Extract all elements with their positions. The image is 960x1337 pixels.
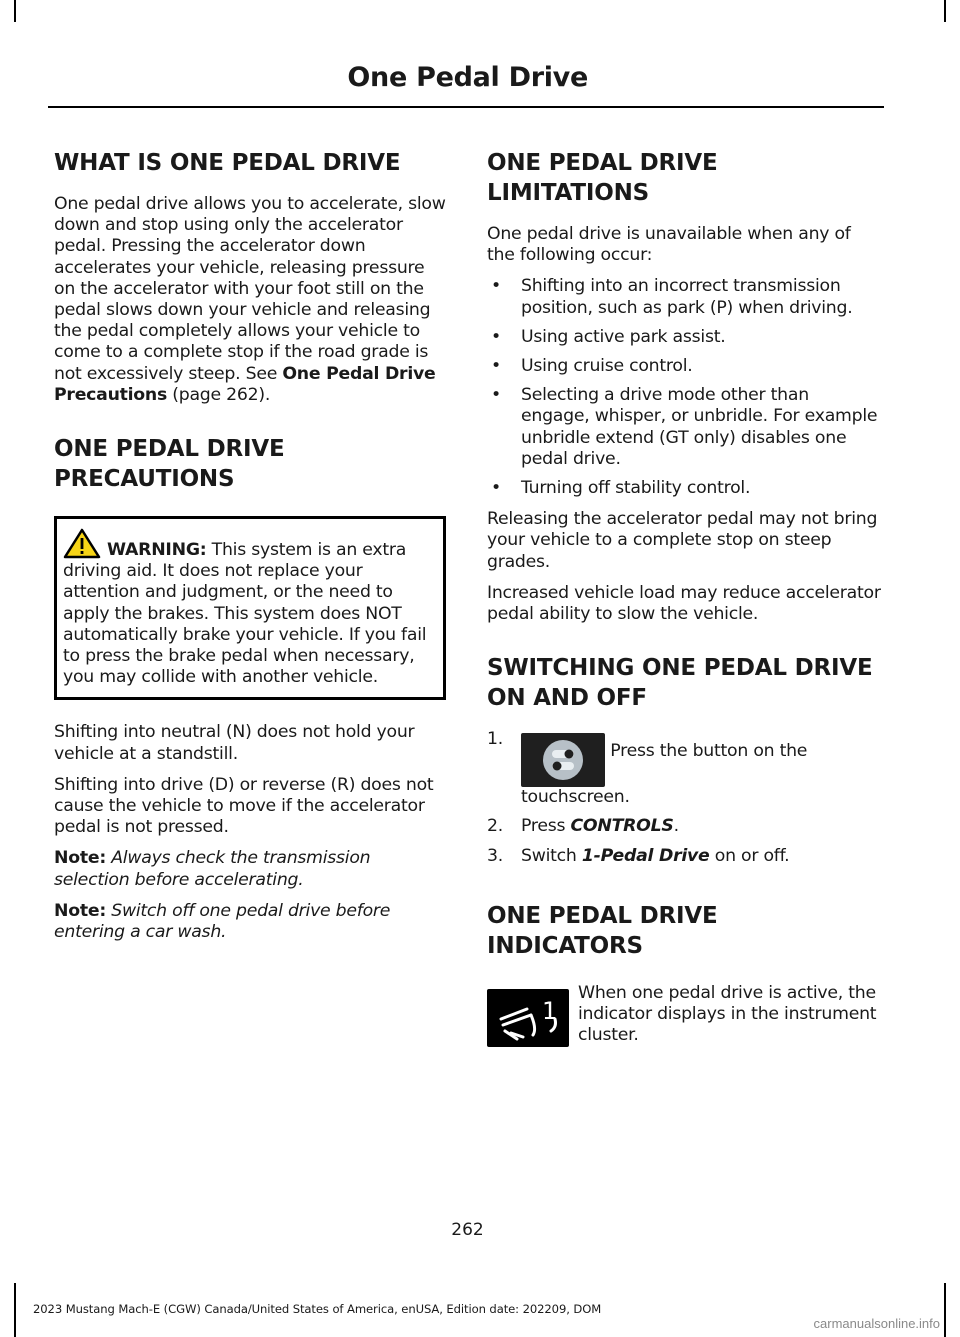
right-column	[487, 148, 881, 1053]
note-transmission: Note: Always check the transmission selection before accelerating.	[54, 848, 371, 890]
switching-steps	[487, 729, 881, 867]
one-pedal-drive-indicator-icon	[487, 989, 569, 1047]
footer-edition-info: 2023 Mustang Mach-E (CGW) Canada/United States of America, enUSA, Edition date: 202209, DOM	[33, 1302, 602, 1316]
warning-label: WARNING:	[107, 540, 207, 561]
release-paragraph: Releasing the accelerator pedal may not bring your vehicle to a complete stop on steep grades.	[487, 509, 878, 572]
note-car-wash: Note: Switch off one pedal drive before entering a car wash.	[54, 900, 391, 943]
list-item: • Selecting a drive mode other than engage, whisper, or unbridle. For example unbridle extend (GT only) disables one pedal drive.	[491, 385, 878, 469]
step-2: 2. Press CONTROLS.	[487, 816, 679, 837]
watermark: carmanualsonline.info	[813, 1316, 940, 1331]
page-header-title: One Pedal Drive	[347, 62, 588, 93]
header-rule	[48, 106, 884, 108]
section-heading-switching: SWITCHING ONE PEDAL DRIVE ON AND OFF	[487, 655, 873, 712]
crop-mark-top-left	[14, 0, 16, 22]
list-item: • Using cruise control.	[491, 356, 693, 377]
crop-mark-top-right	[944, 0, 946, 22]
crop-mark-bottom-right	[944, 1283, 946, 1337]
limitations-list	[487, 276, 881, 499]
limitations-intro: One pedal drive is unavailable when any of the following occur:	[487, 224, 851, 266]
crop-mark-bottom-left	[14, 1283, 16, 1337]
warning-box	[54, 516, 446, 700]
what-is-paragraph: One pedal drive allows you to accelerate, slow down and stop using only the accelerator pedal. Pressing the accelerator down accelerates your vehicle, releasing pressure on the accelerator with your foot still on the pedal slows down your vehicle and releasing the pedal completely allows your vehicle to come to a complete stop if the road grade is not excessively steep. See One Pedal Drive Precautions (page 262).	[54, 194, 446, 405]
controls-toggle-icon	[521, 733, 605, 787]
warning-text: This system is an extra driving aid. It does not replace your attention and judgment, or the need to apply the brakes. This system does NOT automatically brake your vehicle. If you fail to press the brake pedal when necessary, you may collide with another vehicle.	[63, 540, 427, 688]
indicator-digit: 1	[542, 996, 558, 1025]
step-1: 1. Press the button on the touchscreen.	[487, 729, 808, 808]
step-3: 3. Switch 1-Pedal Drive on or off.	[487, 845, 790, 866]
one-pedal-drive-setting-label: 1-Pedal Drive	[581, 845, 710, 866]
drive-paragraph: Shifting into drive (D) or reverse (R) does not cause the vehicle to move if the accelerator pedal is not pressed.	[54, 774, 434, 838]
section-heading-what-is: WHAT IS ONE PEDAL DRIVE	[54, 150, 401, 176]
section-heading-indicators: ONE PEDAL DRIVE INDICATORS	[487, 902, 718, 959]
left-column	[54, 148, 446, 953]
indicator-paragraph: When one pedal drive is active, the indicator displays in the instrument cluster.	[578, 982, 877, 1046]
load-paragraph: Increased vehicle load may reduce accelerator pedal ability to slow the vehicle.	[487, 582, 881, 625]
list-item: • Shifting into an incorrect transmission position, such as park (P) when driving.	[491, 276, 853, 318]
list-item: • Turning off stability control.	[491, 478, 751, 499]
warning-triangle-icon	[63, 527, 107, 559]
page-number: 262	[451, 1220, 484, 1240]
indicator-row	[487, 983, 881, 1053]
controls-menu-label: CONTROLS	[570, 816, 674, 837]
section-heading-limitations: ONE PEDAL DRIVE LIMITATIONS	[487, 150, 718, 206]
list-item: • Using active park assist.	[491, 326, 726, 347]
cross-reference-link[interactable]: One Pedal Drive Precautions	[54, 363, 436, 405]
section-heading-precautions: ONE PEDAL DRIVE PRECAUTIONS	[54, 436, 285, 493]
neutral-paragraph: Shifting into neutral (N) does not hold your vehicle at a standstill.	[54, 722, 415, 764]
